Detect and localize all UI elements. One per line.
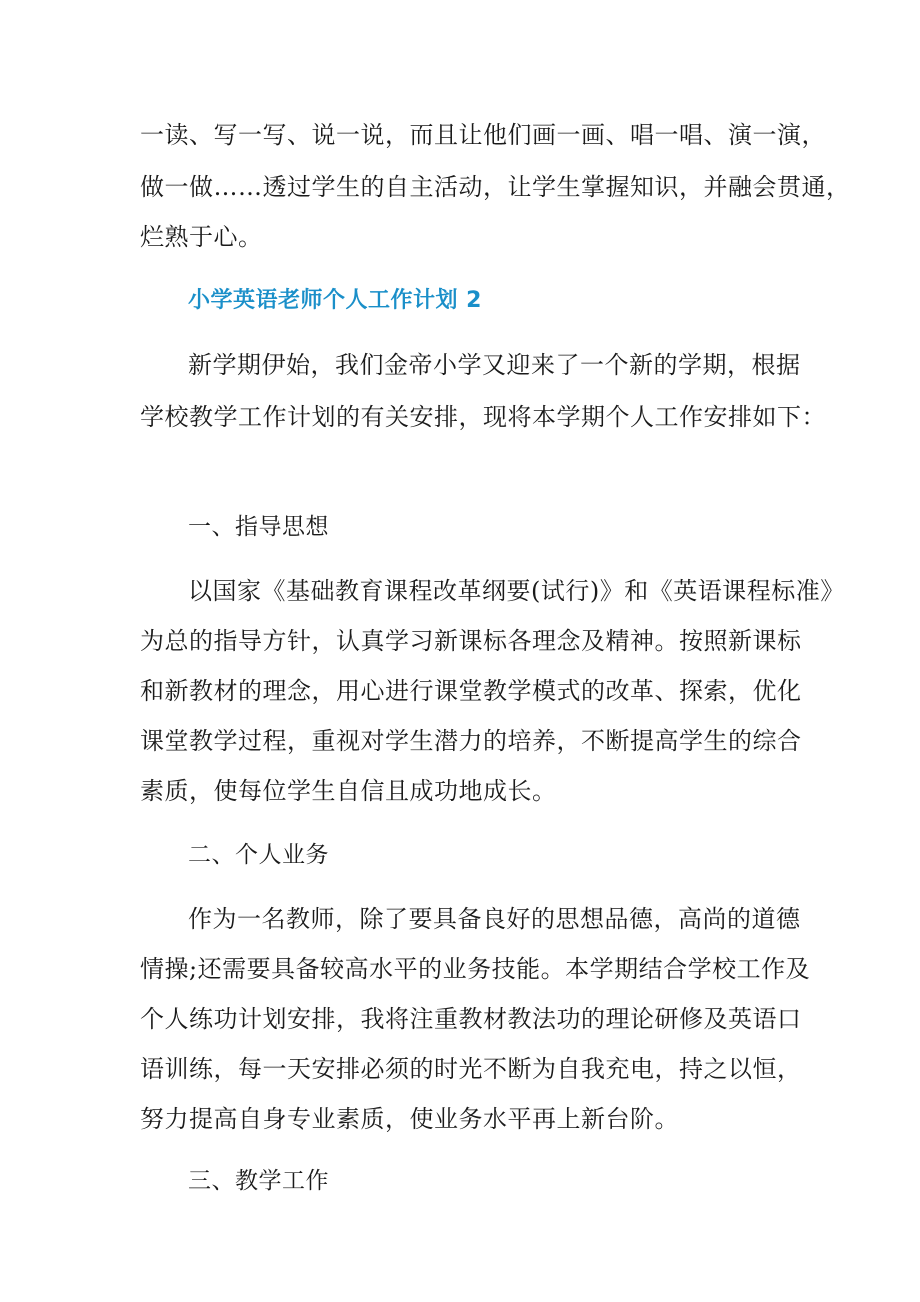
- section-2-line-5: 努力提高自身专业素质，使业务水平再上新台阶。: [140, 1105, 679, 1133]
- opening-line-2: 学校教学工作计划的有关安排，现将本学期个人工作安排如下：: [140, 403, 826, 431]
- section-1-line-1: 以国家《基础教育课程改革纲要(试行)》和《英语课程标准》: [188, 577, 845, 605]
- section-1-line-2: 为总的指导方针，认真学习新课标各理念及精神。按照新课标: [140, 627, 802, 655]
- section-2-line-4: 语训练，每一天安排必须的时光不断为自我充电，持之以恒，: [140, 1055, 802, 1083]
- intro-line-2: 做一做……透过学生的自主活动，让学生掌握知识，并融会贯通，: [140, 173, 851, 201]
- section-2-line-1: 作为一名教师，除了要具备良好的思想品德，高尚的道德: [188, 905, 801, 933]
- section-heading-3: 三、教学工作: [188, 1168, 329, 1194]
- section-2-line-2: 情操;还需要具备较高水平的业务技能。本学期结合学校工作及: [140, 955, 811, 983]
- intro-line-3: 烂熟于心。: [140, 223, 263, 251]
- section-1-line-3: 和新教材的理念，用心进行课堂教学模式的改革、探索，优化: [140, 677, 802, 705]
- section-1-line-5: 素质，使每位学生自信且成功地成长。: [140, 777, 557, 805]
- intro-line-1: 一读、写一写、说一说，而且让他们画一画、唱一唱、演一演，: [140, 121, 826, 149]
- opening-line-1: 新学期伊始，我们金帝小学又迎来了一个新的学期，根据: [188, 351, 801, 379]
- section-heading-2: 二、个人业务: [188, 842, 329, 868]
- section-heading-1: 一、指导思想: [188, 514, 329, 540]
- document-title: 小学英语老师个人工作计划 2: [188, 288, 482, 313]
- section-2-line-3: 个人练功计划安排，我将注重教材教法功的理论研修及英语口: [140, 1005, 802, 1033]
- section-1-line-4: 课堂教学过程，重视对学生潜力的培养，不断提高学生的综合: [140, 727, 802, 755]
